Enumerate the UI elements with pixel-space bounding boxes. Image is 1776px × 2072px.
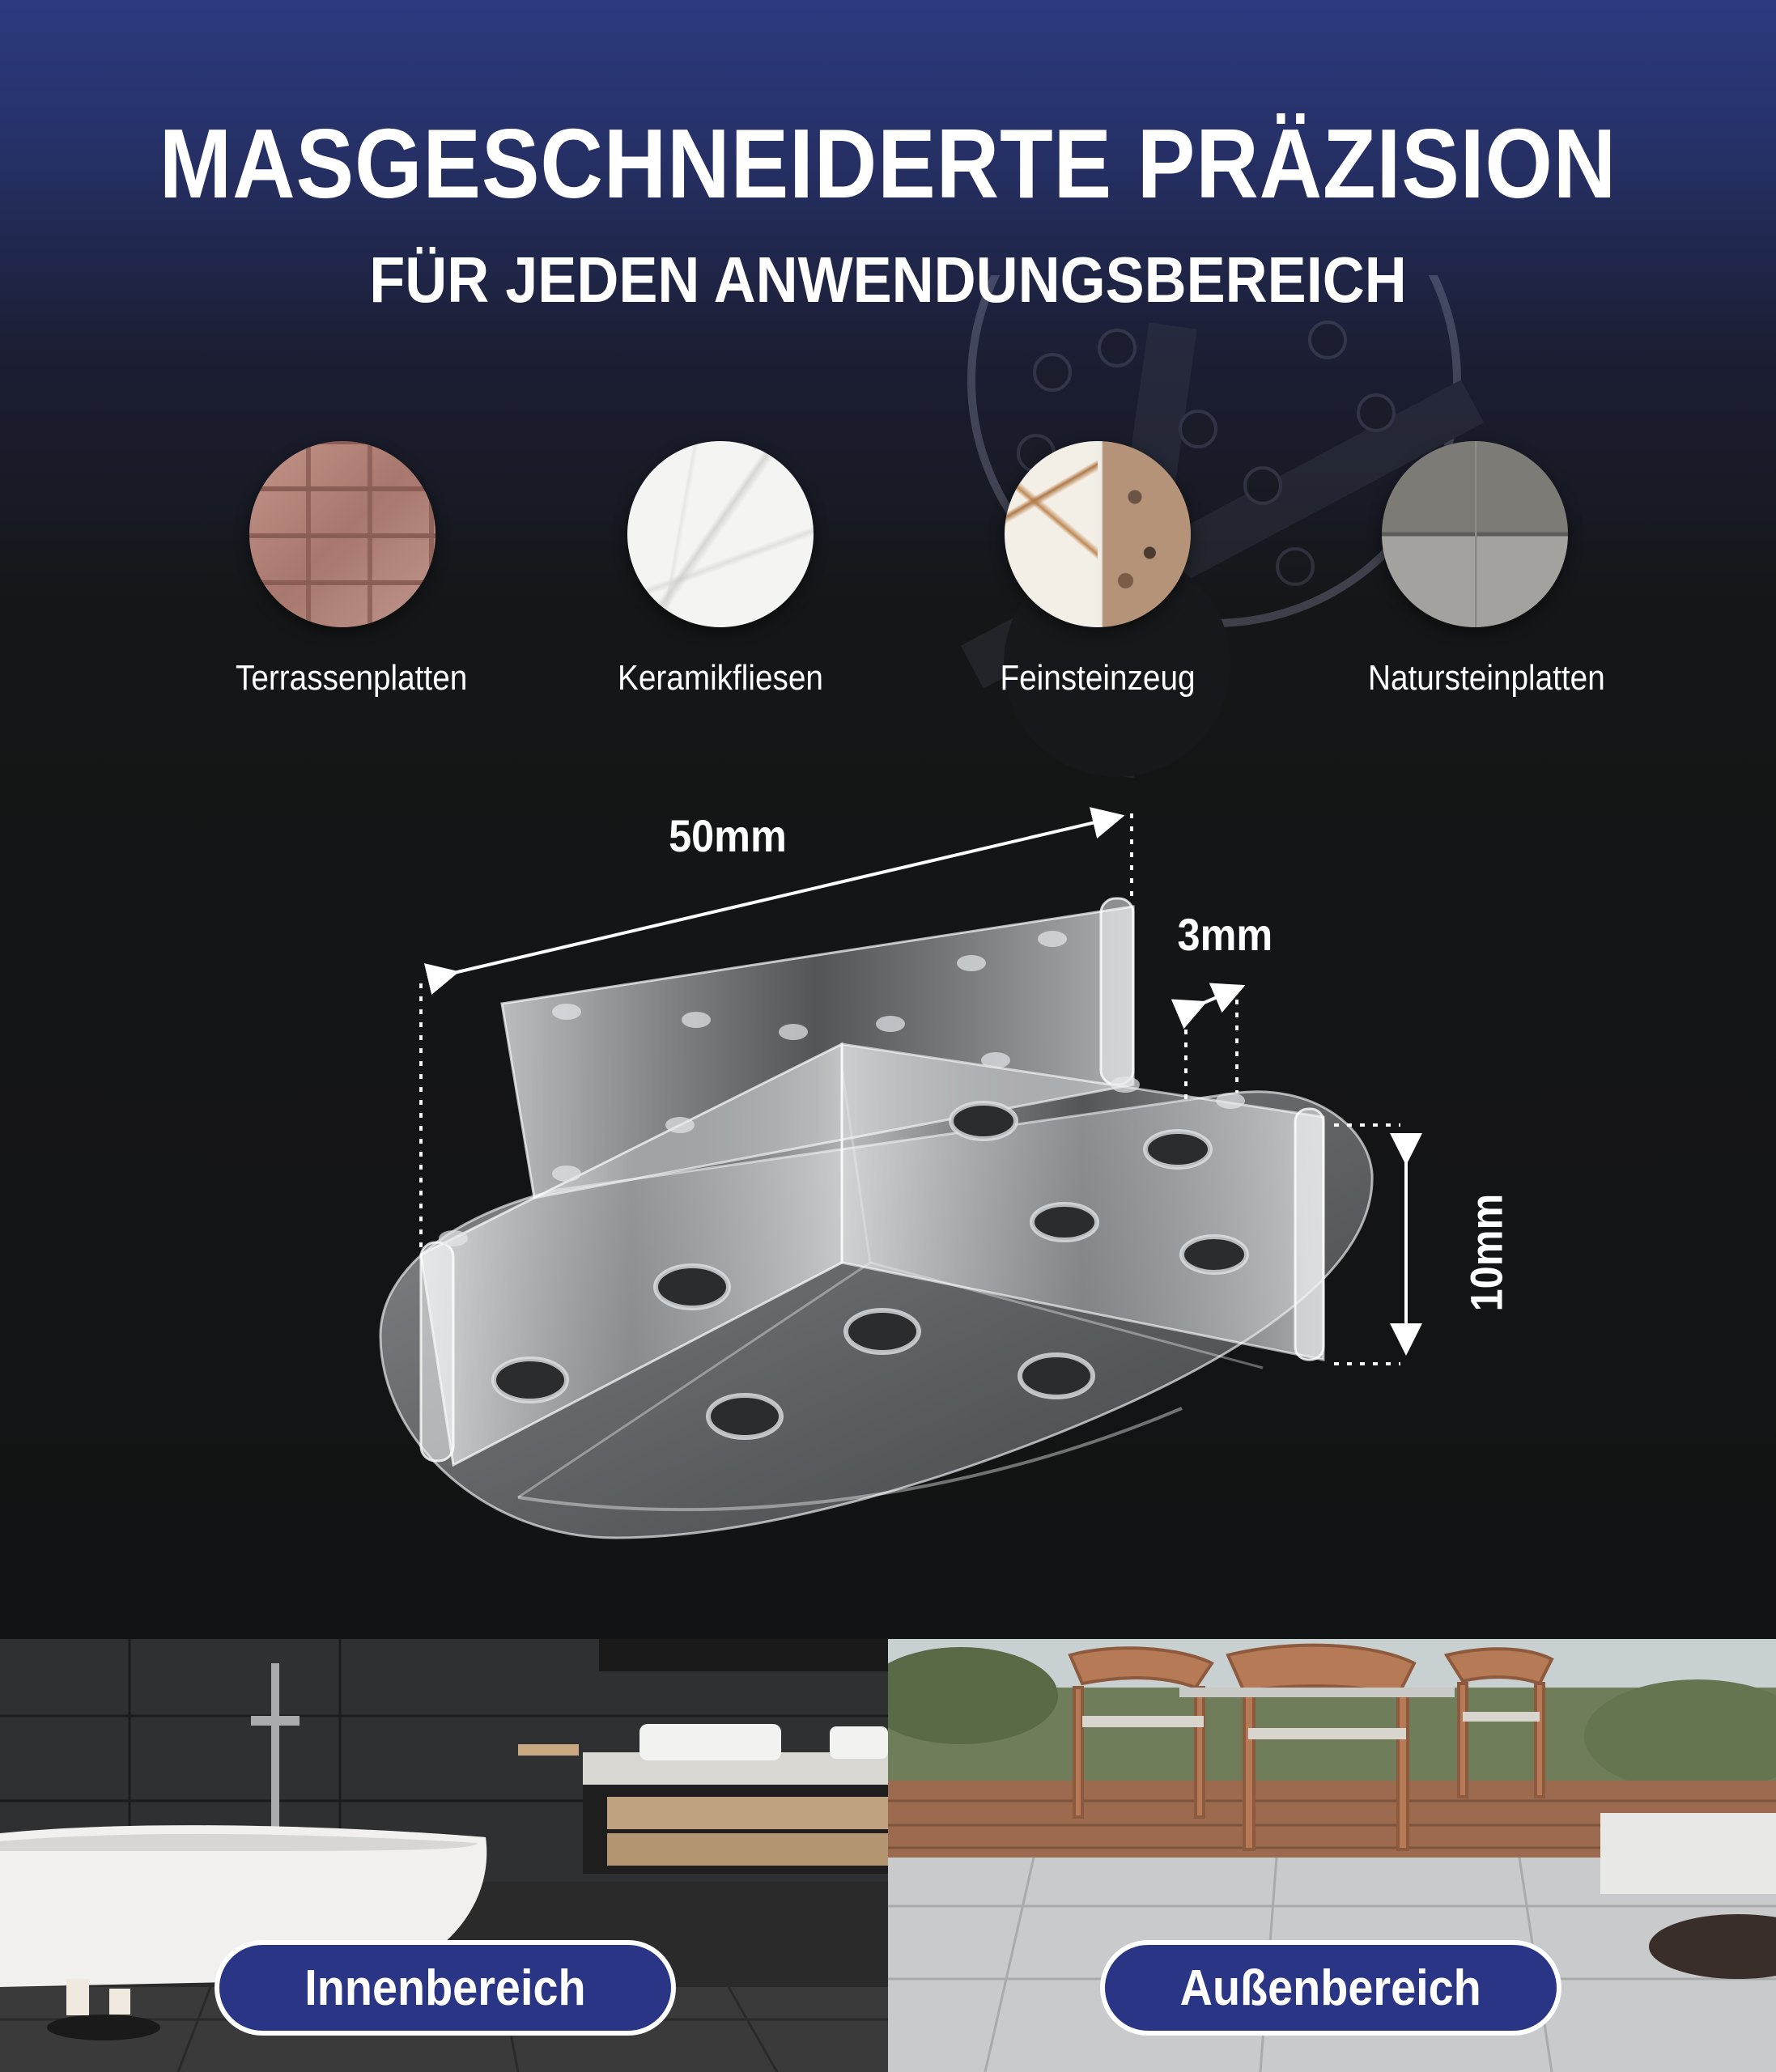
- natural-stone-swatch: [1382, 441, 1568, 627]
- material-label: Terrassenplatten: [236, 658, 468, 698]
- page-subtitle: FÜR JEDEN ANWENDUNGSBEREICH: [369, 244, 1407, 316]
- material-label: Keramikfliesen: [618, 658, 823, 698]
- material-item-keramikfliesen: [599, 441, 842, 698]
- indoor-area-label: Innenbereich: [304, 1959, 586, 2016]
- page-title: MASGESCHNEIDERTE PRÄZISION: [159, 108, 1617, 219]
- material-label: Natursteinplatten: [1368, 658, 1605, 698]
- material-label: Feinsteinzeug: [1000, 658, 1196, 698]
- dimension-thickness-label: 3mm: [1177, 909, 1273, 960]
- outdoor-area-badge: [1100, 1940, 1561, 2036]
- brick-paver-swatch: [249, 441, 436, 627]
- material-item-terrassenplatten: [221, 441, 468, 698]
- dimension-length-label: 50mm: [669, 810, 787, 861]
- marble-granite-swatch: [1005, 441, 1191, 627]
- indoor-area-badge: [215, 1940, 676, 2036]
- white-marble-swatch: [627, 441, 814, 627]
- dimension-height-label: 10mm: [1460, 1193, 1512, 1312]
- outdoor-area-label: Außenbereich: [1179, 1959, 1482, 2016]
- material-item-feinsteinzeug: [976, 441, 1219, 698]
- spacer-product-diagram: [0, 777, 1776, 1586]
- material-item-natursteinplatten: [1353, 441, 1605, 698]
